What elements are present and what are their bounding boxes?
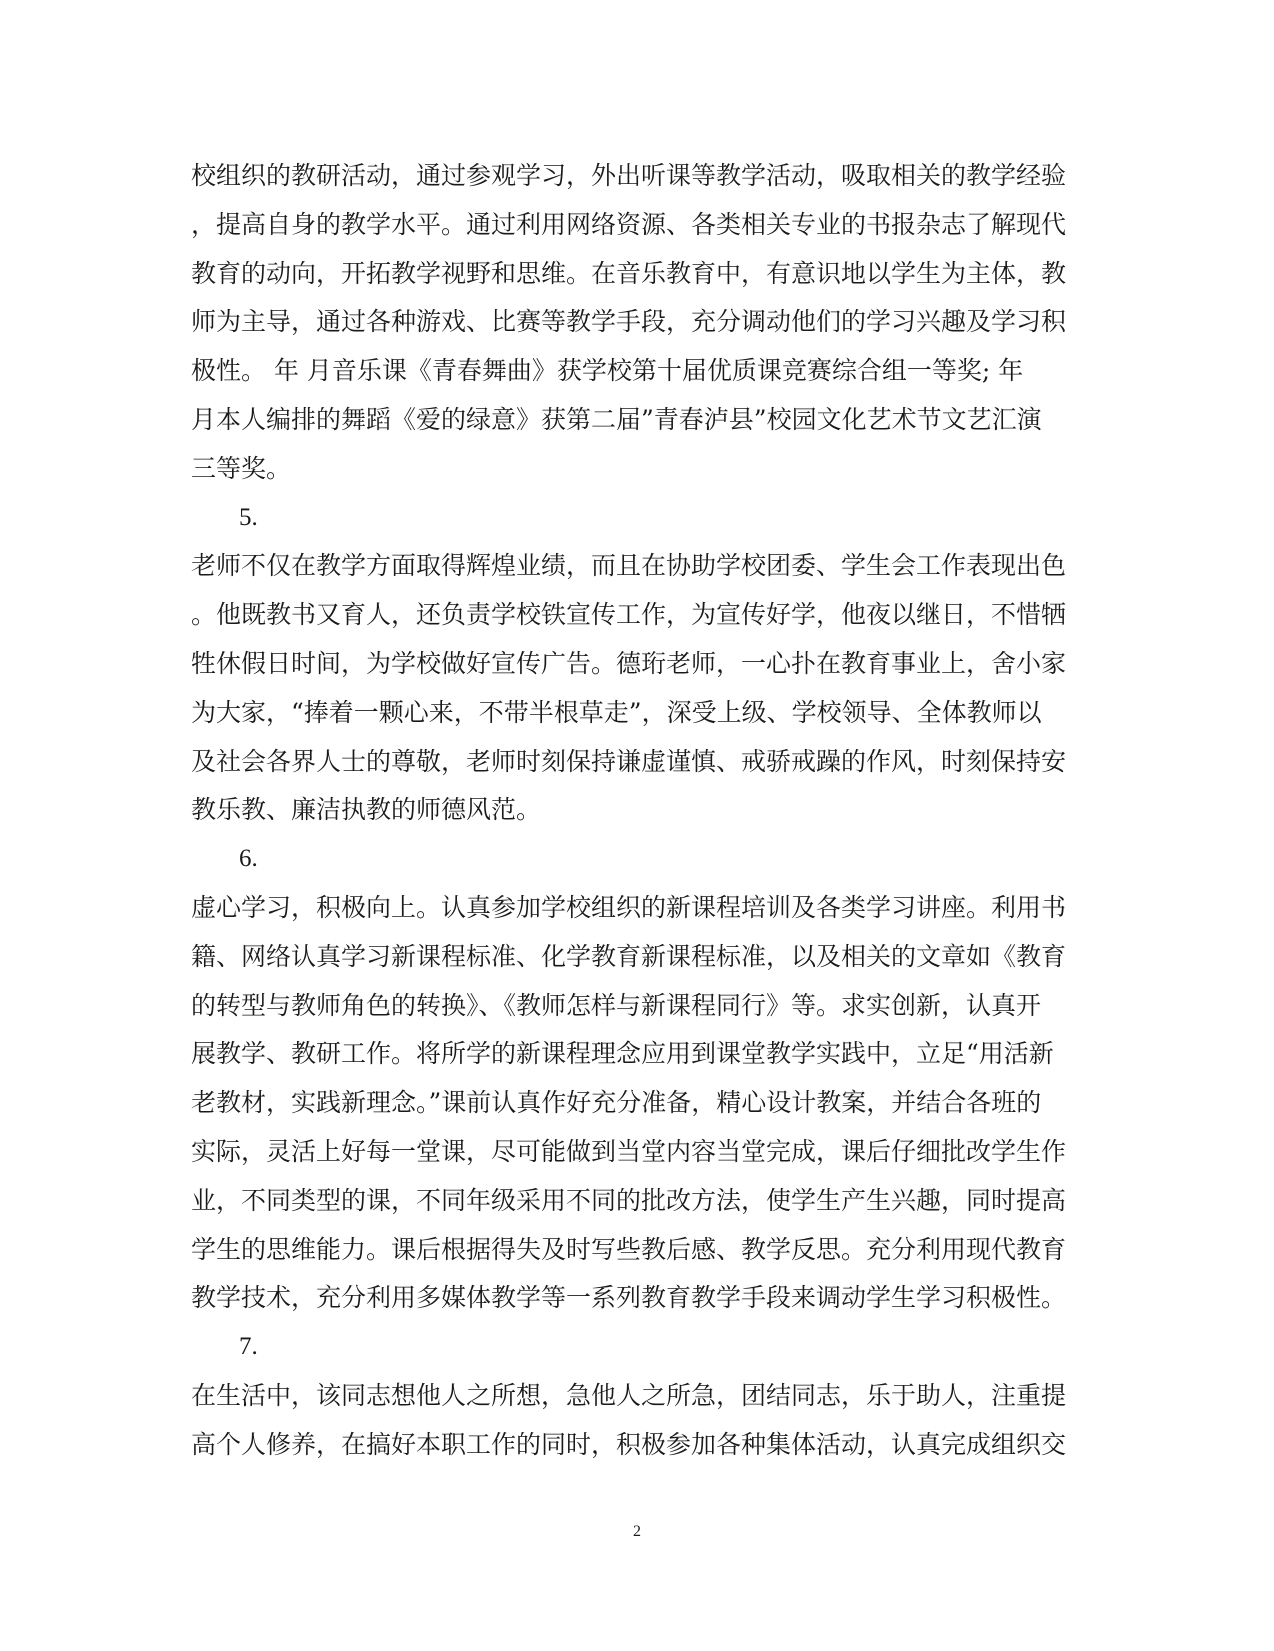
text-line: 教乐教、廉洁执教的师德风范。 [191, 795, 542, 825]
text-line: 老教材，实践新理念。”课前认真作好充分准备，精心设计教案，并结合各班的 [191, 1088, 1042, 1118]
text-line: 为大家，“捧着一颗心来，不带半根草走”，深受上级、学校领导、全体教师以 [191, 697, 1042, 727]
text-line: 实际，灵活上好每一堂课，尽可能做到当堂内容当堂完成，课后仔细批改学生作 [191, 1136, 1067, 1166]
page-number: 2 [633, 1523, 641, 1540]
text-line: 师为主导，通过各种游戏、比赛等教学手段，充分调动他们的学习兴趣及学习积 [191, 307, 1067, 337]
text-line: ，提高自身的教学水平。通过利用网络资源、各类相关专业的书报杂志了解现代 [191, 209, 1067, 239]
text-line: 极性。 年 月音乐课《青春舞曲》获学校第十届优质课竞赛综合组一等奖; 年 [191, 356, 1024, 386]
text-line: 月本人编排的舞蹈《爱的绿意》获第二届”青春泸县”校园文化艺术节文艺汇演 [191, 404, 1042, 434]
text-line: 高个人修养，在搞好本职工作的同时，积极参加各种集体活动，认真完成组织交 [191, 1429, 1067, 1459]
text-line: 及社会各界人士的尊敬，老师时刻保持谦虚谨慎、戒骄戒躁的作风，时刻保持安 [191, 746, 1067, 776]
text-line: 的转型与教师角色的转换》、《教师怎样与新课程同行》等。求实创新，认真开 [191, 990, 1042, 1020]
text-line: 虚心学习，积极向上。认真参加学校组织的新课程培训及各类学习讲座。利用书 [191, 892, 1067, 922]
text-line: 校组织的教研活动，通过参观学习，外出听课等教学活动，吸取相关的教学经验 [191, 161, 1067, 190]
text-line: 业，不同类型的课，不同年级采用不同的批改方法，使学生产生兴趣，同时提高 [191, 1185, 1067, 1215]
section-number: 6. [239, 845, 258, 873]
body-text [191, 152, 1071, 1470]
section-number: 5. [239, 503, 258, 531]
text-line: 在生活中，该同志想他人之所想，急他人之所急，团结同志，乐于助人，注重提 [191, 1380, 1067, 1410]
text-line: 教学技术，充分利用多媒体教学等一系列教育教学手段来调动学生学习积极性。 [191, 1283, 1067, 1313]
text-line: 教育的动向，开拓教学视野和思维。在音乐教育中，有意识地以学生为主体，教 [191, 258, 1067, 288]
text-line: 老师不仅在教学方面取得辉煌业绩，而且在协助学校团委、学生会工作表现出色 [191, 551, 1067, 581]
text-line: 三等奖。 [191, 453, 292, 483]
text-line: 学生的思维能力。课后根据得失及时写些教后感、教学反思。充分利用现代教育 [191, 1234, 1067, 1264]
section-number: 7. [239, 1333, 258, 1361]
text-line: 籍、网络认真学习新课程标准、化学教育新课程标准，以及相关的文章如《教育 [191, 941, 1067, 971]
text-line: 展教学、教研工作。将所学的新课程理念应用到课堂教学实践中，立足“用活新 [191, 1039, 1054, 1069]
text-line: 牲休假日时间，为学校做好宣传广告。德珩老师，一心扑在教育事业上，舍小家 [191, 648, 1067, 678]
text-line: 。他既教书又育人，还负责学校铁宣传工作，为宣传好学，他夜以继日，不惜牺 [191, 600, 1067, 630]
